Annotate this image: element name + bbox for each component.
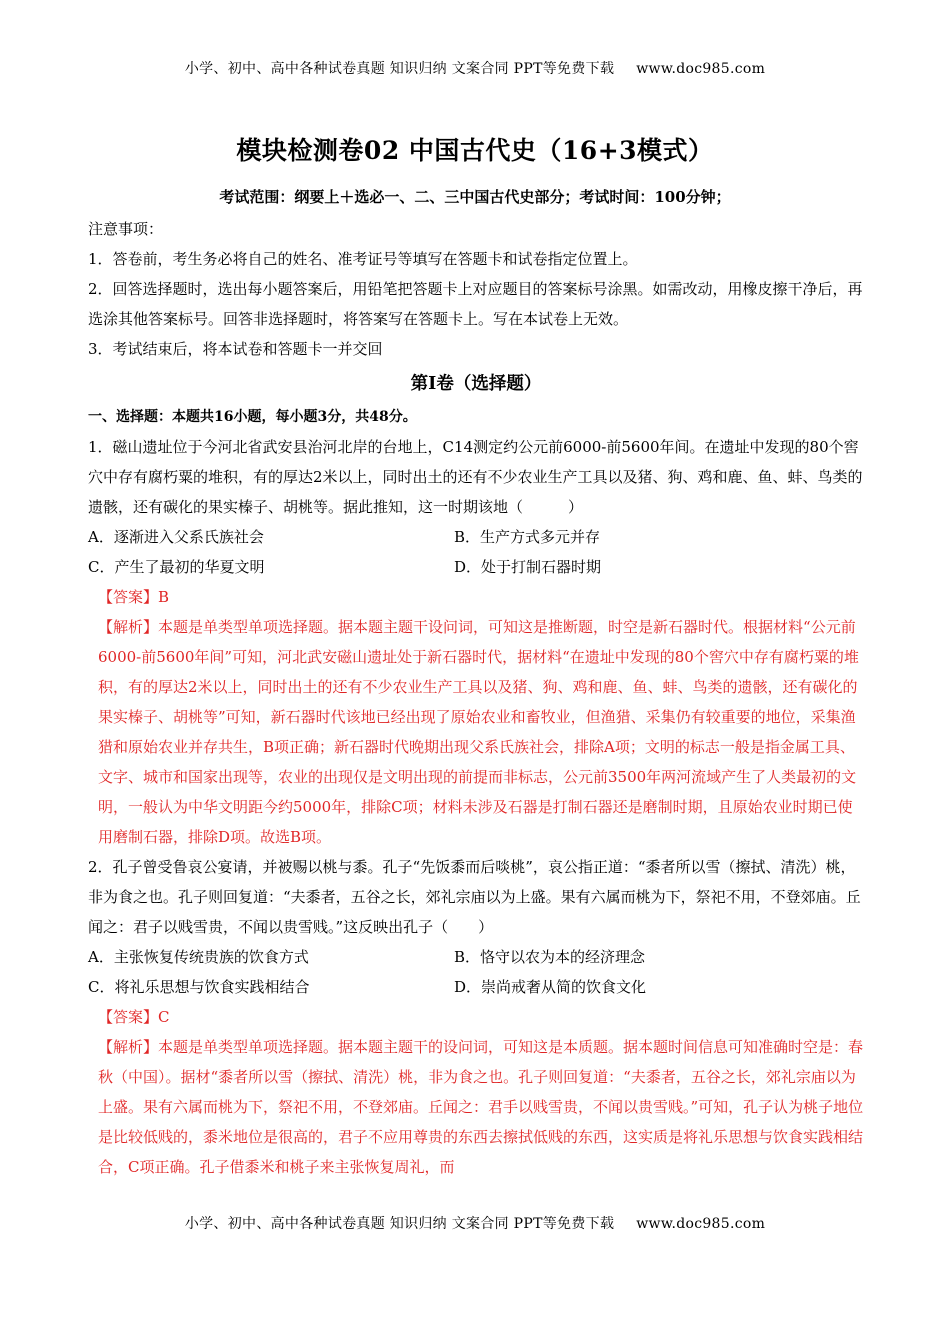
analysis-text: 本题是单类型单项选择题。据本题主题干的设问词，可知这是本质题。据本题时间信息可知准确时空是：春秋（中国）。据材“黍者所以雪（擦拭、清洗）桃，非为食之也。孔子则回复道：“夫黍者，五谷之长，郊礼宗庙以为上盛。果有六属而桃为下，祭祀不用，不登郊庙。丘闻之：君手以贱雪贵，不闻以贵雪贱。”可知，孔子认为桃子地位是比较低贱的，黍米地位是很高的，君子不应用尊贵的东西去擦拭低贱的东西，这实质是将礼乐思想与饮食实践相结合，C项正确。孔子借黍米和桃子来主张恢复周礼，而 [98, 1038, 864, 1176]
analysis-label: 【解析】 [98, 618, 159, 636]
answer-value: B [158, 588, 170, 606]
question-stem: 2．孔子曾受鲁哀公宴请，并被赐以桃与黍。孔子“先饭黍而后啖桃”，哀公指正道：“黍者所以雪（擦拭、清洗）桃，非为食之也。孔子则回复道：“夫黍者，五谷之长，郊礼宗庙以为上盛。果有六属而桃为下，祭祀不用，不登郊庙。丘闻之：君子以贱雪贵，不闻以贵雪贱。”这反映出孔子（ ） [88, 858, 861, 936]
options-row [88, 552, 864, 582]
answer-line [88, 582, 864, 612]
analysis-text: 本题是单类型单项选择题。据本题主题干设问词，可知这是推断题，时空是新石器时代。根据材料“公元前6000-前5600年间”可知，河北武安磁山遗址处于新石器时代，据材料“在遗址中发现的80个窖穴中存有腐朽粟的堆积，有的厚达2米以上，同时出土的还有不少农业生产工具以及猪、狗、鸡和鹿、鱼、蚌、鸟类的遗骸，还有碳化的果实榛子、胡桃等”可知，新石器时代该地已经出现了原始农业和畜牧业，但渔猎、采集仍有较重要的地位，采集渔猎和原始农业并存共生，B项正确；新石器时代晚期出现父系氏族社会，排除A项；文明的标志一般是指金属工具、文字、城市和国家出现等，农业的出现仅是文明出现的前提而非标志，公元前3500年两河流域产生了人类最初的文明，一般认为中华文明距今约5000年，排除C项；材料未涉及石器是打制石器还是磨制时期，且原始农业时期已使用磨制石器，排除D项。故选B项。 [98, 618, 859, 846]
note-item: 3．考试结束后，将本试卷和答题卡一并交回 [88, 340, 383, 358]
document-title: 模块检测卷02 中国古代史（16+3模式） [236, 136, 714, 165]
answer-label: 【答案】 [98, 1008, 159, 1026]
answer-value: C [158, 1008, 170, 1026]
analysis-paragraph [88, 612, 864, 852]
analysis-paragraph [88, 1032, 864, 1182]
page-header [0, 58, 950, 78]
option-c: C．产生了最初的华夏文明 [88, 558, 265, 576]
options-row [88, 942, 864, 972]
option-b: B．生产方式多元并存 [454, 528, 601, 546]
section-title: 第I卷（选择题） [410, 374, 542, 394]
option-b: B．恪守以农为本的经济理念 [454, 948, 646, 966]
document-body [88, 214, 864, 1182]
notes-heading: 注意事项： [88, 220, 164, 238]
option-a: A．主张恢复传统贵族的饮食方式 [88, 948, 309, 966]
header-text: 小学、初中、高中各种试卷真题 知识归纳 文案合同 PPT等免费下载 [184, 61, 615, 77]
note-item: 1．答卷前，考生务必将自己的姓名、准考证号等填写在答题卡和试卷指定位置上。 [88, 250, 638, 268]
page-footer [0, 1213, 950, 1233]
options-row [88, 972, 864, 1002]
part-title: 一、选择题：本题共16小题，每小题3分，共48分。 [88, 409, 417, 425]
footer-site-link[interactable]: www.doc985.com [636, 1216, 766, 1232]
answer-line [88, 1002, 864, 1032]
option-a: A．逐渐进入父系氏族社会 [88, 528, 264, 546]
question-stem: 1．磁山遗址位于今河北省武安县治河北岸的台地上，C14测定约公元前6000-前5600年间。在遗址中发现的80个窖穴中存有腐朽粟的堆积，有的厚达2米以上，同时出土的还有不少农业生产工具以及猪、狗、鸡和鹿、鱼、蚌、鸟类的遗骸，还有碳化的果实榛子、胡桃等。据此推知，这一时期该地（ ） [88, 438, 863, 516]
header-site-link[interactable]: www.doc985.com [636, 61, 766, 77]
question-1 [88, 432, 864, 852]
option-d: D．崇尚戒奢从简的饮食文化 [454, 978, 647, 996]
answer-label: 【答案】 [98, 588, 159, 606]
option-c: C．将礼乐思想与饮食实践相结合 [88, 978, 310, 996]
options-row [88, 522, 864, 552]
footer-text: 小学、初中、高中各种试卷真题 知识归纳 文案合同 PPT等免费下载 [184, 1216, 615, 1232]
analysis-label: 【解析】 [98, 1038, 159, 1056]
exam-scope: 考试范围：纲要上＋选必一、二、三中国古代史部分；考试时间：100分钟； [219, 188, 731, 206]
question-2 [88, 852, 864, 1182]
option-d: D．处于打制石器时期 [454, 558, 602, 576]
note-item: 2．回答选择题时，选出每小题答案后，用铅笔把答题卡上对应题目的答案标号涂黑。如需改动，用橡皮擦干净后，再选涂其他答案标号。回答非选择题时，将答案写在答题卡上。写在本试卷上无效。 [88, 280, 863, 328]
